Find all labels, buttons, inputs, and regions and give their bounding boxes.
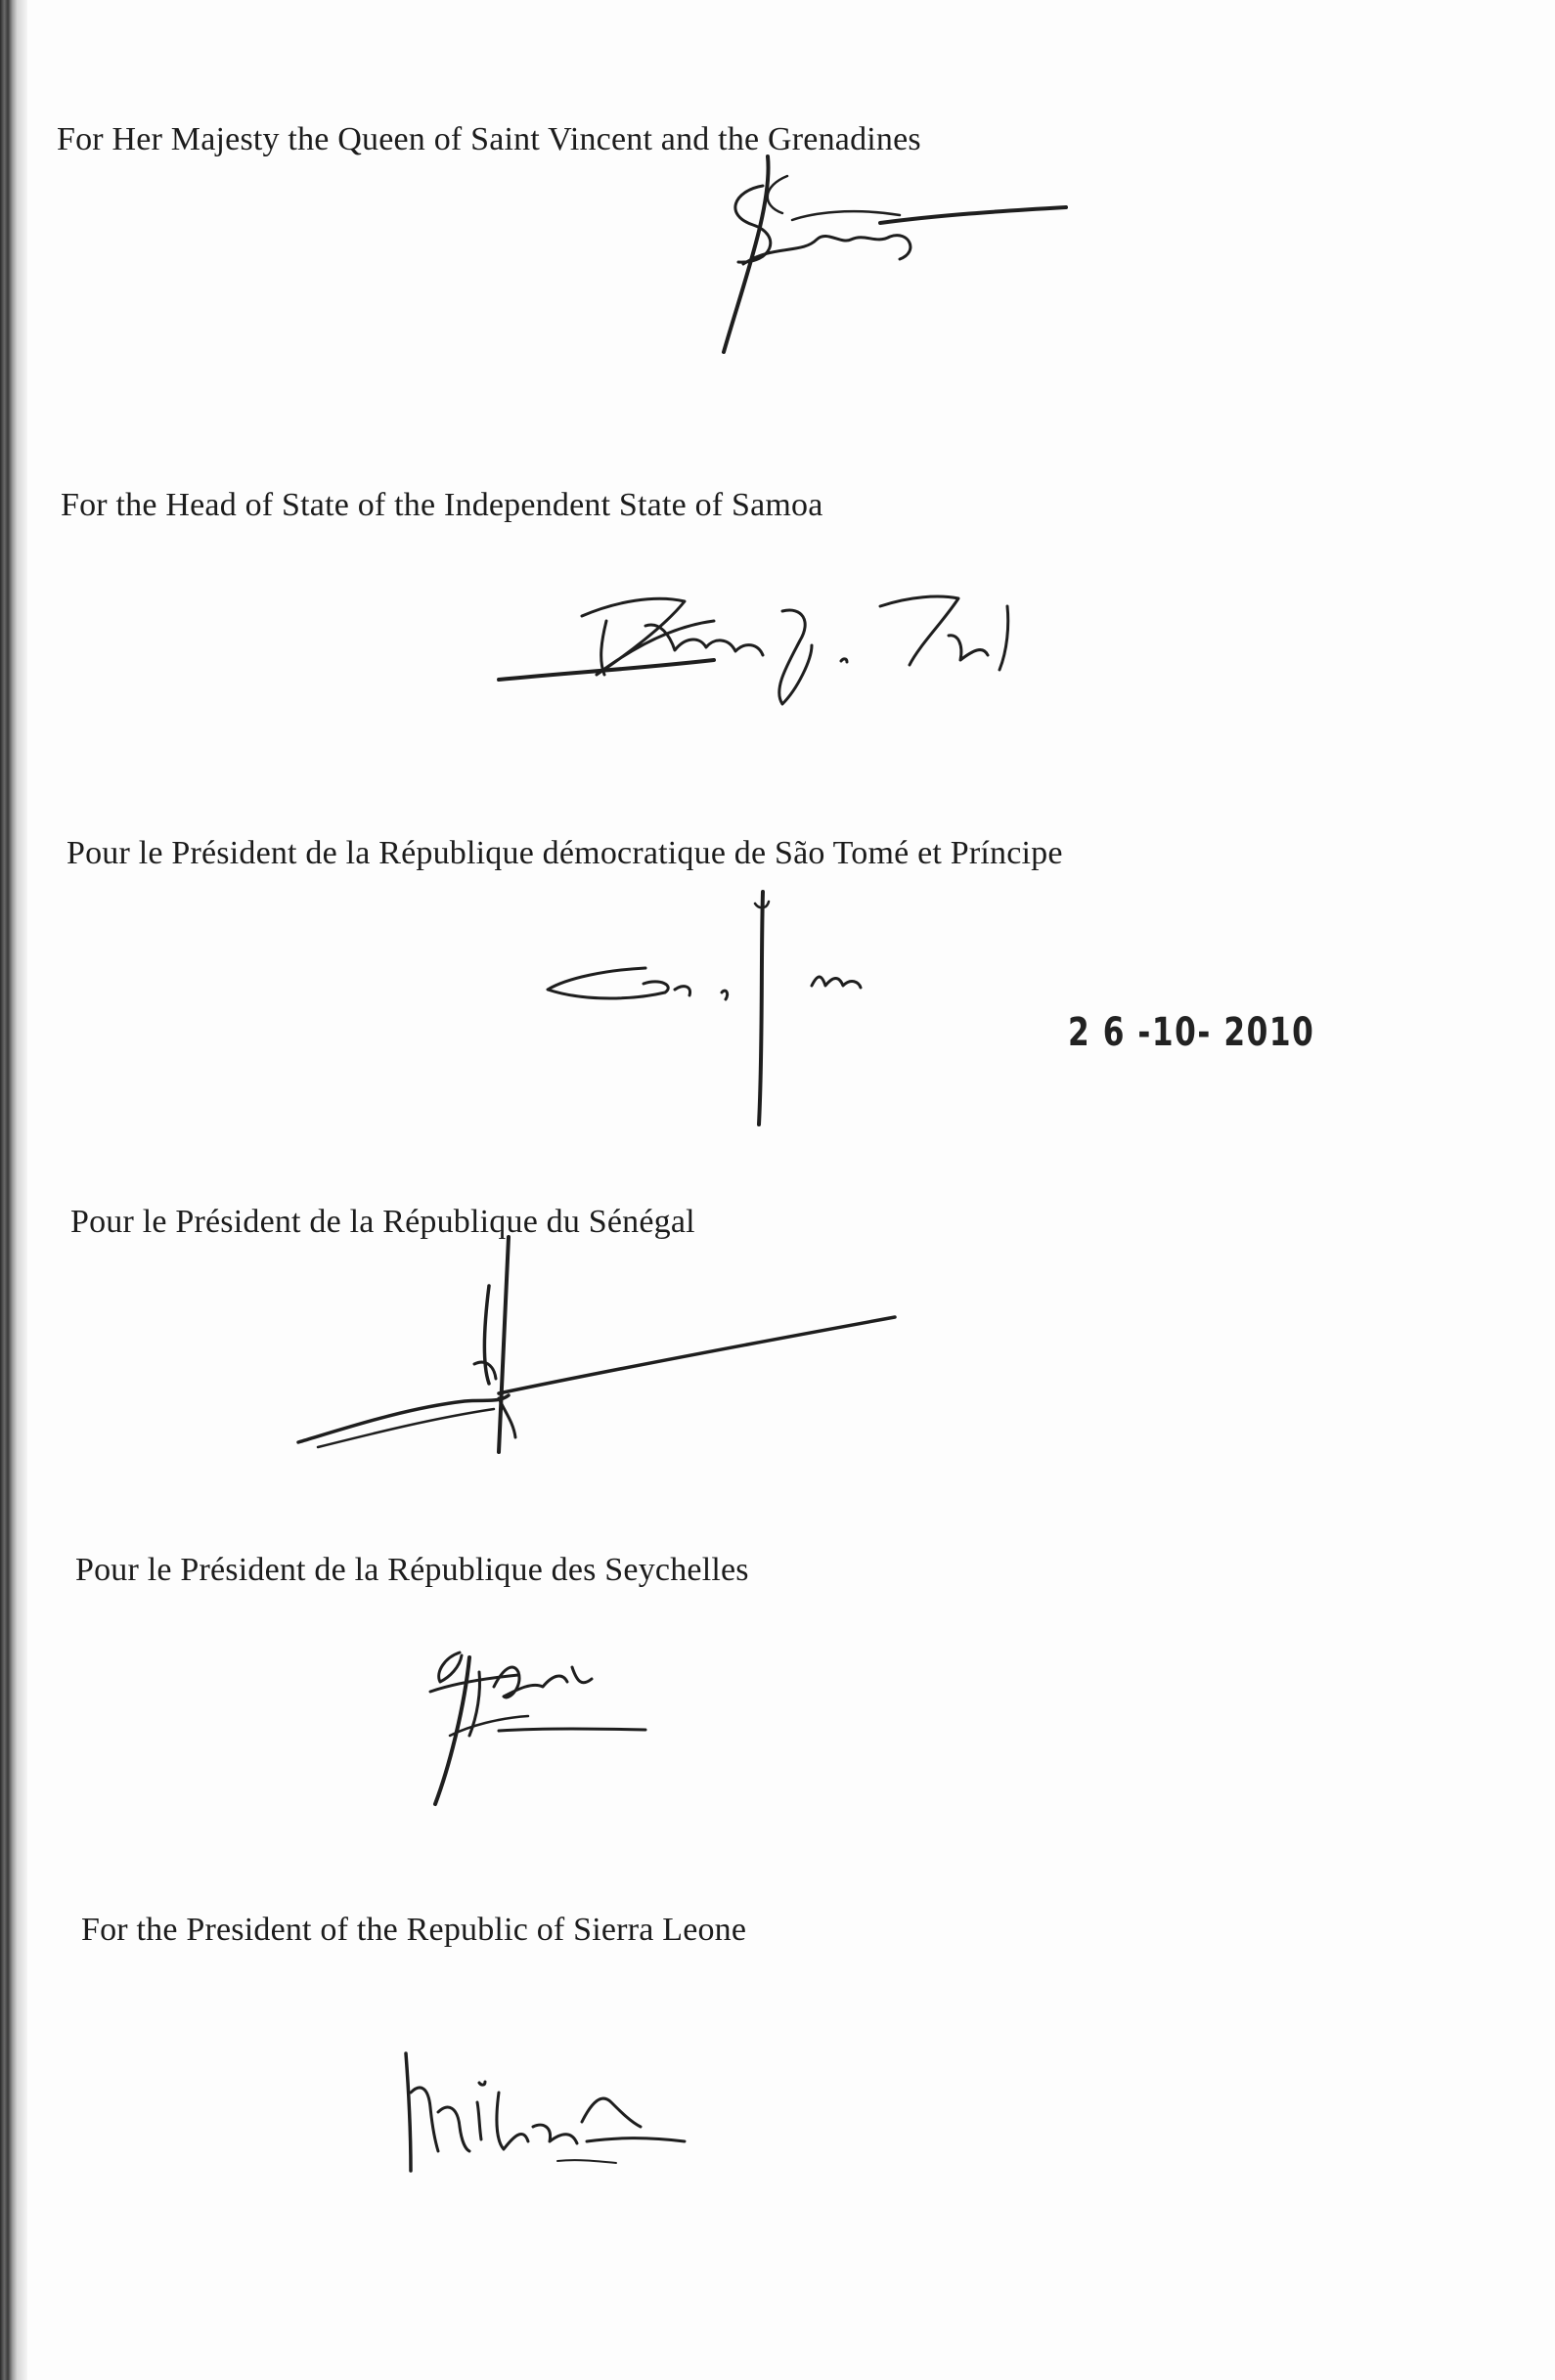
signature-saint-vincent bbox=[645, 147, 1076, 362]
signatory-caption-samoa: For the Head of State of the Independent State of Samoa bbox=[61, 487, 823, 523]
signature-senegal bbox=[289, 1227, 914, 1462]
signatory-caption-sierra-leone: For the President of the Republic of Sierra Leone bbox=[81, 1912, 747, 1948]
scan-edge-highlight bbox=[18, 0, 27, 2380]
signatory-caption-senegal: Pour le Président de la République du Sénégal bbox=[70, 1204, 695, 1240]
signatory-caption-seychelles: Pour le Président de la République des Seychelles bbox=[75, 1552, 749, 1588]
signatory-caption-saint-vincent: For Her Majesty the Queen of Saint Vincent and the Grenadines bbox=[57, 121, 921, 157]
signature-sao-tome bbox=[528, 880, 919, 1134]
signature-seychelles bbox=[372, 1628, 665, 1824]
date-stamp: 2 6 -10- 2010 bbox=[1068, 1010, 1315, 1055]
signature-sierra-leone bbox=[381, 2034, 714, 2210]
scan-edge-shadow bbox=[0, 0, 18, 2380]
signatory-caption-sao-tome: Pour le Président de la République démocratique de São Tomé et Príncipe bbox=[67, 835, 1063, 871]
signature-samoa bbox=[489, 567, 1056, 724]
